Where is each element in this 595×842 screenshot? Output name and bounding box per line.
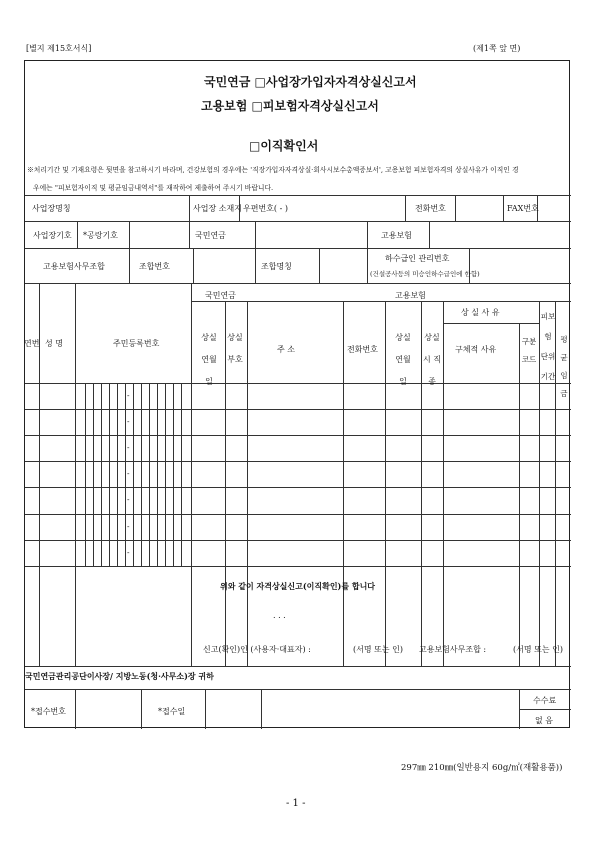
fax-label: FAX번호: [507, 204, 539, 213]
pension-code-label: 국민연금: [195, 231, 226, 240]
rrn-cell-divider: [173, 383, 174, 566]
subcontractor-note: (건설공사등의 미승인하수급인에 한함): [370, 270, 480, 278]
insurance-code-label: 고용보험: [381, 231, 412, 240]
pension-group-header: 국민연금: [205, 291, 236, 300]
workplace-address-label: 사업장 소재지: [193, 204, 242, 213]
postal-code-label: 우편번호( - ): [243, 204, 288, 213]
receipt-number-label: *접수번호: [31, 707, 66, 716]
title-line-3: □이직확인서: [249, 139, 319, 153]
rrn-cell-divider: [101, 383, 102, 566]
union-label: 고용보험사무조합: [43, 262, 105, 271]
col-reason-code-header: 구분 코드: [521, 337, 537, 364]
table-row-divider: [25, 487, 571, 488]
fee-value: 없 음: [535, 716, 553, 725]
page-number: - 1 -: [286, 798, 306, 809]
rrn-cell-divider: [133, 383, 134, 566]
rrn-cell-divider: [181, 383, 182, 566]
page-side-label: (제1쪽 앞 면): [473, 44, 521, 53]
table-row-divider: [25, 514, 571, 515]
rrn-cell-divider: [109, 383, 110, 566]
paper-spec: 297㎜ 210㎜(일반용지 60g/㎡(재활용품)): [401, 763, 563, 773]
rrn-dash: -: [127, 547, 130, 557]
rrn-dash: -: [127, 443, 130, 453]
notice-line-2: 우에는 "피보험자이직 및 평균임금내역서"를 재작하여 제출하여 주시기 바랍니다.: [33, 184, 274, 192]
reporter-label: 신고(확인)인 (사용자·대표자) :: [203, 645, 311, 654]
table-row-divider: [25, 409, 571, 410]
reporter-signature[interactable]: (서명 또는 인): [353, 645, 403, 654]
notice-line-1: ※처리기간 및 기재요령은 뒷면을 참고하시기 바라며, 건강보험의 경우에는 '직장가입자자격상실·회사시보수총액증보서', 고용보험 피보험자격의 상실사유가 이직인 경: [27, 166, 519, 174]
rrn-cell-divider: [165, 383, 166, 566]
union-number-label: 조합번호: [139, 262, 170, 271]
title-line-1: 국민연금 □사업장가입자자격상실신고서: [204, 75, 417, 89]
col-ins-loss-date-header: 상실 연월일: [395, 333, 411, 386]
col-name-header: 성 명: [45, 339, 63, 348]
col-pension-loss-date-header: 상실 연월일: [201, 333, 217, 386]
receipt-date-label: *접수일: [158, 707, 186, 716]
col-number-header: 연번: [24, 339, 40, 348]
rrn-cell-divider: [149, 383, 150, 566]
rrn-cell-divider: [117, 383, 118, 566]
workplace-code-label: 사업장기호: [33, 231, 72, 240]
rrn-cell-divider: [157, 383, 158, 566]
union-name-label: 조합명칭: [261, 262, 292, 271]
col-loss-type-header: 상실시 직종: [423, 333, 441, 386]
form-frame: [24, 60, 570, 728]
rrn-dash: -: [127, 417, 130, 427]
declaration-date: . . .: [273, 611, 286, 620]
col-address-header: 주 소: [277, 345, 295, 354]
subcontractor-label: 하수급인 관리번호: [385, 254, 450, 263]
col-avg-wage-header: 평균임금: [560, 335, 568, 398]
declaration-statement: 위와 같이 자격상실신고(이직확인)를 합니다: [220, 581, 376, 591]
col-insured-period-header: 피보험 단위기간: [540, 312, 556, 381]
title-line-2: 고용보험 □피보험자격상실신고서: [201, 99, 379, 113]
col-reason-group-header: 상 실 사 유: [461, 308, 500, 317]
rrn-cell-divider: [93, 383, 94, 566]
union-reporter-label: 고용보험사무조합 :: [419, 645, 487, 654]
rrn-dash: -: [127, 521, 130, 531]
col-loss-code-header: 상실 부호: [227, 333, 243, 364]
workplace-name-label: 사업장명칭: [32, 204, 71, 213]
col-rrn-header: 주민등록번호: [113, 339, 160, 348]
addressee: 국민연금관리공단이사장/ 지방노동(청·사무소)장 귀하: [25, 671, 214, 681]
table-row-divider: [25, 435, 571, 436]
rrn-dash: -: [127, 469, 130, 479]
phone-label: 전화번호: [415, 204, 446, 213]
rrn-cell-divider: [141, 383, 142, 566]
fee-label: 수수료: [533, 696, 557, 705]
form-number: [별지 제15호서식]: [26, 44, 92, 53]
union-signature[interactable]: (서명 또는 인): [513, 645, 563, 654]
rrn-dash: -: [127, 391, 130, 400]
rrn-cell-divider: [125, 383, 126, 566]
rrn-cell-divider: [85, 383, 86, 566]
table-row-divider: [25, 540, 571, 541]
col-phone-header: 전화번호: [347, 345, 378, 354]
col-reason-detail-header: 구체적 사유: [455, 345, 497, 354]
management-code-label: *공랑기호: [83, 231, 118, 240]
table-row-divider: [25, 461, 571, 462]
rrn-dash: -: [127, 495, 130, 505]
insurance-group-header: 고용보험: [395, 291, 426, 300]
